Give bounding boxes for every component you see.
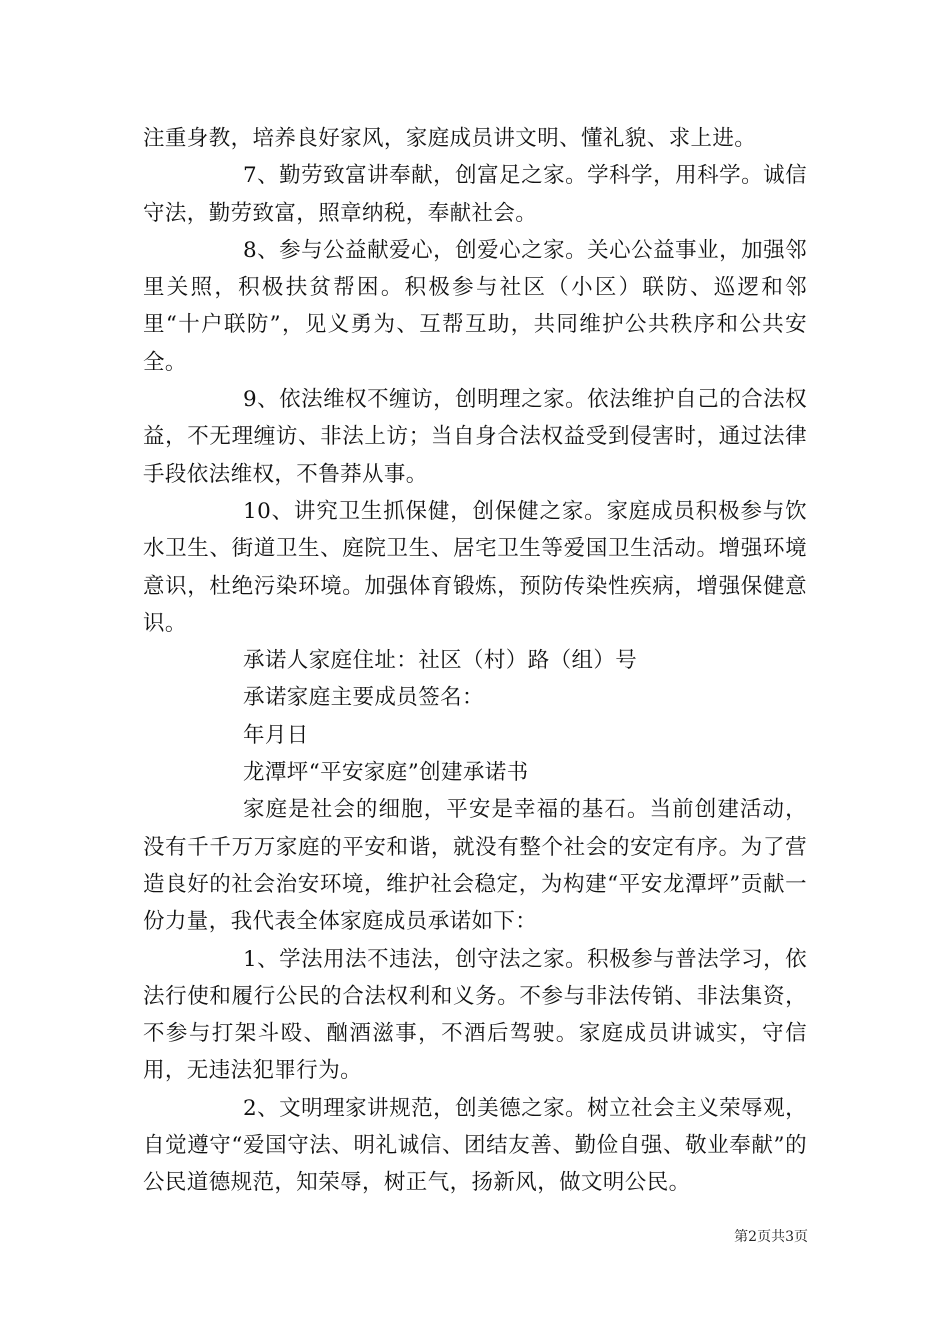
address-line: 承诺人家庭住址：社区（村）路（组）号 xyxy=(243,648,638,674)
signature-line: 承诺家庭主要成员签名： xyxy=(243,685,484,711)
page-footer: 第2页共3页 xyxy=(734,1229,808,1245)
paragraph-continuation: 注重身教，培养良好家风，家庭成员讲文明、懂礼貌、求上进。 xyxy=(143,126,757,151)
date-line: 年月日 xyxy=(243,722,309,748)
paragraph-item-7: 7、勤劳致富讲奉献，创富足之家。学科学，用科学。诚信守法，勤劳致富，照章纳税，奉献社会。 xyxy=(143,163,807,226)
paragraph-intro: 家庭是社会的细胞，平安是幸福的基石。当前创建活动，没有千千万万家庭的平安和谐，就没有整个社会的安定有序。为了营造良好的社会治安环境，维护社会稳定，为构建“平安龙潭坪”贡献一份力量，我代表全体家庭成员承诺如下： xyxy=(143,797,807,935)
paragraph-item-10: 10、讲究卫生抓保健，创保健之家。家庭成员积极参与饮水卫生、街道卫生、庭院卫生、居宅卫生等爱国卫生活动。增强环境意识，杜绝污染环境。加强体育锻炼，预防传染性疾病，增强保健意识。 xyxy=(143,498,807,636)
paragraph-item-9: 9、依法维权不缠访，创明理之家。依法维护自己的合法权益，不无理缠访、非法上访；当自身合法权益受到侵害时，通过法律手段依法维权，不鲁莽从事。 xyxy=(143,387,807,487)
section-title: 龙潭坪“平安家庭”创建承诺书 xyxy=(243,760,529,786)
paragraph-item-8: 8、参与公益献爱心，创爱心之家。关心公益事业，加强邻里关照，积极扶贫帮困。积极参与社区（小区）联防、巡逻和邻里“十户联防”，见义勇为、互帮互助，共同维护公共秩序和公共安全。 xyxy=(143,237,807,375)
paragraph-item-1: 1、学法用法不违法，创守法之家。积极参与普法学习，依法行使和履行公民的合法权利和义务。不参与非法传销、非法集资，不参与打架斗殴、酗酒滋事，不酒后驾驶。家庭成员讲诚实，守信用，无违法犯罪行为。 xyxy=(143,946,807,1084)
document-body xyxy=(143,120,807,1202)
paragraph-item-2: 2、文明理家讲规范，创美德之家。树立社会主义荣辱观，自觉遵守“爱国守法、明礼诚信、团结友善、勤俭自强、敬业奉献”的公民道德规范，知荣辱，树正气，扬新风，做文明公民。 xyxy=(143,1095,807,1196)
